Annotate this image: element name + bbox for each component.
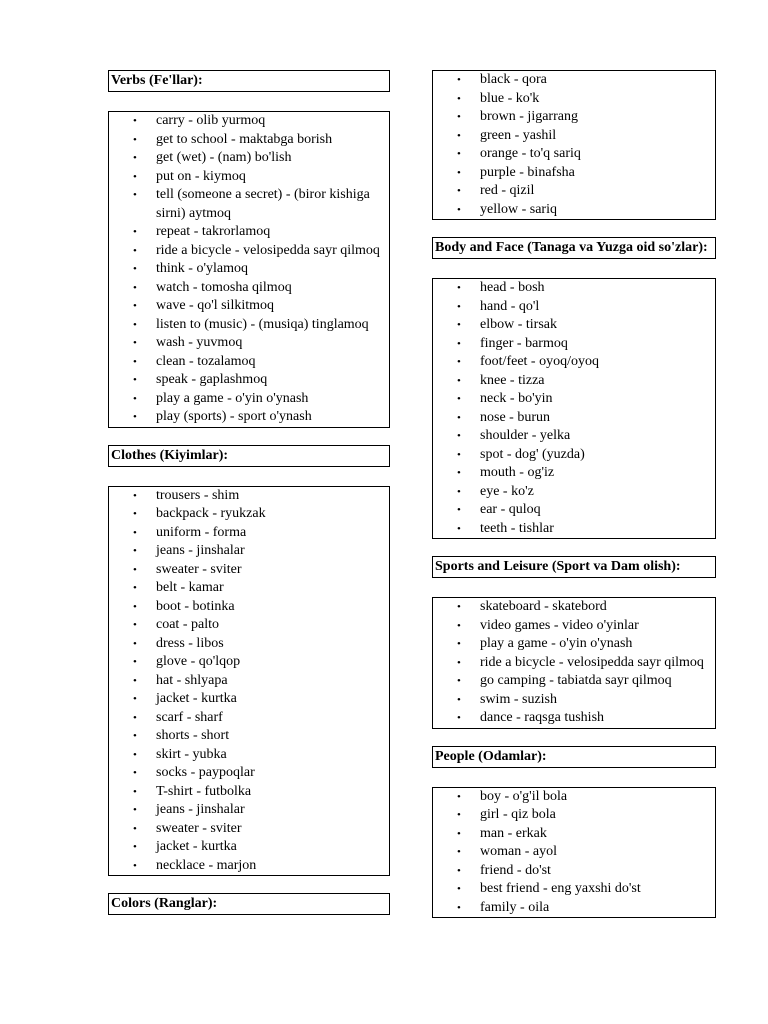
- list-item: [109, 334, 389, 353]
- bullet-icon: •: [133, 785, 137, 798]
- verbs-list: [108, 111, 390, 428]
- verbs-heading: Verbs (Fe'llar):: [108, 70, 390, 92]
- list-item: [433, 127, 715, 146]
- list-item-text: hand - qo'l: [480, 298, 540, 314]
- list-item: [109, 690, 389, 709]
- list-item-text: ride a bicycle - velosipedda sayr qilmoq: [480, 654, 704, 670]
- list-item-text: speak - gaplashmoq: [156, 372, 268, 387]
- bullet-icon: •: [457, 522, 461, 535]
- list-item-text: skateboard - skatebord: [480, 599, 607, 614]
- list-item: [109, 598, 389, 617]
- list-item-text: trousers - shim: [156, 487, 240, 503]
- bullet-icon: •: [133, 656, 137, 668]
- bullet-icon: •: [133, 318, 137, 331]
- list-item-text: scarf - sharf: [156, 709, 223, 725]
- list-item: [109, 186, 389, 223]
- list-item: [433, 71, 715, 90]
- list-item: [433, 899, 715, 918]
- list-item-text: ride a bicycle - velosipedda sayr qilmoq: [156, 242, 380, 258]
- list-item-text: skirt - yubka: [156, 746, 227, 762]
- list-item-text: teeth - tishlar: [480, 520, 554, 536]
- bullet-icon: •: [133, 189, 137, 201]
- list-item: [433, 464, 715, 483]
- bullet-icon: •: [457, 901, 461, 914]
- list-item-text: backpack - ryukzak: [156, 506, 266, 521]
- list-item: [109, 542, 389, 561]
- list-item-text: head - bosh: [480, 280, 545, 295]
- bullet-icon: •: [457, 619, 461, 632]
- list-item: [433, 372, 715, 391]
- list-item-text: play a game - o'yin o'ynash: [480, 636, 633, 651]
- list-item-text: jacket - kurtka: [156, 691, 237, 706]
- list-item: [109, 279, 389, 298]
- list-item-text: friend - do'st: [480, 862, 551, 878]
- list-item: [433, 825, 715, 844]
- bullet-icon: •: [133, 674, 137, 687]
- list-item: [433, 390, 715, 409]
- bullet-icon: •: [133, 133, 137, 146]
- list-item-text: belt - kamar: [156, 580, 224, 595]
- list-item-text: jeans - jinshalar: [156, 543, 245, 558]
- bullet-icon: •: [133, 822, 137, 835]
- list-item-text: wash - yuvmoq: [156, 335, 243, 350]
- list-item-text: yellow - sariq: [480, 201, 557, 217]
- bullet-icon: •: [457, 485, 461, 498]
- list-item-text: go camping - tabiatda sayr qilmoq: [480, 673, 672, 688]
- list-item: [109, 408, 389, 427]
- list-item: [109, 505, 389, 524]
- list-item-text: nose - burun: [480, 409, 550, 425]
- list-item-text: play (sports) - sport o'ynash: [156, 409, 312, 424]
- list-item-text: girl - qiz bola: [480, 807, 556, 822]
- list-item-text: carry - olib yurmoq: [156, 113, 266, 128]
- bullet-icon: •: [457, 203, 461, 216]
- list-item-text: socks - paypoqlar: [156, 765, 255, 780]
- bullet-icon: •: [133, 244, 137, 257]
- list-item: [109, 672, 389, 691]
- list-item-text: uniform - forma: [156, 524, 247, 540]
- sports-list: [432, 597, 716, 729]
- list-item: [109, 353, 389, 372]
- list-item-text: boy - o'g'il bola: [480, 788, 568, 804]
- list-item: [109, 561, 389, 580]
- bullet-icon: •: [133, 582, 137, 594]
- list-item-text: eye - ko'z: [480, 483, 534, 499]
- list-item: [433, 90, 715, 109]
- bullet-icon: •: [133, 600, 137, 613]
- bullet-icon: •: [457, 185, 461, 197]
- list-item-text: think - o'ylamoq: [156, 261, 248, 276]
- right-column: [432, 70, 716, 918]
- list-item-text: hat - shlyapa: [156, 672, 228, 688]
- list-item: [433, 788, 715, 807]
- bullet-icon: •: [133, 841, 137, 853]
- list-item: [433, 335, 715, 354]
- list-item-text: coat - palto: [156, 617, 219, 632]
- bullet-icon: •: [133, 526, 137, 539]
- list-item-text: get to school - maktabga borish: [156, 131, 333, 147]
- bullet-icon: •: [457, 448, 461, 461]
- bullet-icon: •: [457, 638, 461, 650]
- people-heading: People (Odamlar):: [432, 746, 716, 768]
- bullet-icon: •: [133, 619, 137, 631]
- bullet-icon: •: [133, 337, 137, 349]
- bullet-icon: •: [133, 637, 137, 650]
- list-item: [433, 617, 715, 636]
- list-item: [433, 843, 715, 862]
- list-item-text: shorts - short: [156, 728, 230, 743]
- bullet-icon: •: [457, 656, 461, 669]
- bullet-icon: •: [457, 166, 461, 179]
- list-item-text: foot/feet - oyoq/oyoq: [480, 354, 599, 369]
- list-item: [433, 520, 715, 539]
- bullet-icon: •: [133, 545, 137, 557]
- bullet-icon: •: [133, 226, 137, 238]
- bullet-icon: •: [457, 74, 461, 86]
- bullet-icon: •: [133, 489, 137, 502]
- list-item: [109, 635, 389, 654]
- list-item-text: finger - barmoq: [480, 335, 568, 351]
- bullet-icon: •: [133, 859, 137, 872]
- list-item-text: shoulder - yelka: [480, 428, 571, 443]
- list-item-text: orange - to'q sariq: [480, 146, 581, 161]
- list-item: [433, 108, 715, 127]
- bullet-icon: •: [133, 300, 137, 312]
- list-item: [433, 316, 715, 335]
- list-item: [433, 298, 715, 317]
- list-item: [109, 316, 389, 335]
- list-item-text: blue - ko'k: [480, 90, 540, 106]
- body-face-heading: Body and Face (Tanaga va Yuzga oid so'zlar):: [432, 237, 716, 259]
- bullet-icon: •: [457, 467, 461, 479]
- bullet-icon: •: [133, 563, 137, 576]
- list-item-text: get (wet) - (nam) bo'lish: [156, 150, 292, 165]
- list-item: [433, 501, 715, 520]
- list-item-text: elbow - tirsak: [480, 317, 557, 332]
- list-item: [109, 783, 389, 802]
- bullet-icon: •: [457, 319, 461, 331]
- bullet-icon: •: [133, 711, 137, 724]
- bullet-icon: •: [133, 170, 137, 183]
- list-item-text: wave - qo'l silkitmoq: [156, 298, 275, 313]
- list-item: [433, 654, 715, 673]
- list-item: [433, 483, 715, 502]
- list-item: [109, 149, 389, 168]
- list-item-text: swim - suzish: [480, 691, 557, 707]
- list-item: [109, 223, 389, 242]
- list-item-text: spot - dog' (yuzda): [480, 446, 585, 462]
- colors-heading: Colors (Ranglar):: [108, 893, 390, 915]
- list-item: [109, 371, 389, 390]
- list-item-text: play a game - o'yin o'ynash: [156, 390, 309, 406]
- list-item-text: video games - video o'yinlar: [480, 617, 639, 633]
- bullet-icon: •: [457, 148, 461, 160]
- list-item: [109, 131, 389, 150]
- bullet-icon: •: [457, 827, 461, 840]
- list-item: [433, 446, 715, 465]
- bullet-icon: •: [133, 804, 137, 816]
- list-item-text: sweater - sviter: [156, 561, 242, 577]
- list-item: [433, 279, 715, 298]
- list-item: [109, 579, 389, 598]
- bullet-icon: •: [133, 115, 137, 127]
- list-item: [109, 857, 389, 876]
- bullet-icon: •: [457, 92, 461, 105]
- list-item-text: put on - kiymoq: [156, 168, 246, 184]
- list-item: [109, 168, 389, 187]
- bullet-icon: •: [133, 392, 137, 405]
- list-item-text: man - erkak: [480, 825, 547, 841]
- bullet-icon: •: [457, 430, 461, 442]
- list-item: [109, 801, 389, 820]
- bullet-icon: •: [457, 374, 461, 387]
- bullet-icon: •: [457, 712, 461, 724]
- list-item-text: boot - botinka: [156, 598, 235, 614]
- list-item: [109, 838, 389, 857]
- list-item: [433, 672, 715, 691]
- list-item: [109, 297, 389, 316]
- list-item-text: clean - tozalamoq: [156, 353, 256, 369]
- bullet-icon: •: [457, 129, 461, 142]
- list-item: [433, 709, 715, 728]
- body-face-list: [432, 278, 716, 539]
- list-item: [433, 182, 715, 201]
- bullet-icon: •: [457, 300, 461, 313]
- list-item-text: mouth - og'iz: [480, 465, 555, 480]
- left-column: [108, 70, 390, 915]
- list-item-text: red - qizil: [480, 183, 535, 198]
- bullet-icon: •: [457, 393, 461, 405]
- list-item-text: sweater - sviter: [156, 820, 242, 836]
- list-item-text: green - yashil: [480, 127, 557, 143]
- bullet-icon: •: [133, 263, 137, 275]
- sports-heading: Sports and Leisure (Sport va Dam olish):: [432, 556, 716, 578]
- list-item: [109, 764, 389, 783]
- list-item-text: necklace - marjon: [156, 857, 257, 873]
- bullet-icon: •: [457, 883, 461, 895]
- list-item-text: family - oila: [480, 899, 550, 915]
- bullet-icon: •: [457, 356, 461, 368]
- list-item-text: jeans - jinshalar: [156, 802, 245, 817]
- list-item: [433, 145, 715, 164]
- list-item: [109, 260, 389, 279]
- list-item-text: repeat - takrorlamoq: [156, 224, 271, 239]
- list-item-text: ear - quloq: [480, 502, 541, 517]
- list-item-text: black - qora: [480, 72, 547, 87]
- bullet-icon: •: [457, 693, 461, 706]
- list-item: [433, 353, 715, 372]
- bullet-icon: •: [133, 374, 137, 386]
- list-item: [433, 862, 715, 881]
- list-item: [109, 820, 389, 839]
- bullet-icon: •: [457, 846, 461, 858]
- list-item-text: tell (someone a secret) - (biror kishiga sirni) aytmoq: [156, 187, 370, 221]
- list-item: [109, 653, 389, 672]
- list-item-text: glove - qo'lqop: [156, 654, 241, 669]
- people-list: [432, 787, 716, 919]
- list-item: [109, 390, 389, 409]
- clothes-heading: Clothes (Kiyimlar):: [108, 445, 390, 467]
- bullet-icon: •: [133, 693, 137, 705]
- bullet-icon: •: [457, 504, 461, 516]
- list-item-text: woman - ayol: [480, 844, 557, 859]
- list-item: [109, 616, 389, 635]
- list-item-text: knee - tizza: [480, 372, 545, 388]
- bullet-icon: •: [457, 601, 461, 613]
- list-item-text: brown - jigarrang: [480, 109, 578, 124]
- bullet-icon: •: [133, 411, 137, 423]
- list-item: [109, 524, 389, 543]
- bullet-icon: •: [457, 790, 461, 803]
- list-item: [433, 409, 715, 428]
- list-item: [109, 242, 389, 261]
- list-item: [109, 727, 389, 746]
- colors-list: [432, 70, 716, 220]
- clothes-list: [108, 486, 390, 877]
- list-item: [433, 598, 715, 617]
- list-item-text: jacket - kurtka: [156, 839, 237, 854]
- bullet-icon: •: [133, 730, 137, 742]
- bullet-icon: •: [133, 748, 137, 761]
- list-item-text: watch - tomosha qilmoq: [156, 279, 292, 295]
- list-item: [109, 709, 389, 728]
- bullet-icon: •: [457, 675, 461, 687]
- bullet-icon: •: [457, 809, 461, 821]
- list-item: [109, 487, 389, 506]
- bullet-icon: •: [457, 282, 461, 294]
- bullet-icon: •: [133, 508, 137, 520]
- list-item: [433, 201, 715, 220]
- list-item: [109, 112, 389, 131]
- bullet-icon: •: [133, 281, 137, 294]
- list-item-text: listen to (music) - (musiqa) tinglamoq: [156, 316, 369, 332]
- list-item-text: purple - binafsha: [480, 164, 575, 180]
- list-item: [433, 806, 715, 825]
- bullet-icon: •: [133, 152, 137, 164]
- list-item: [433, 427, 715, 446]
- list-item: [433, 880, 715, 899]
- bullet-icon: •: [133, 355, 137, 368]
- list-item-text: best friend - eng yaxshi do'st: [480, 881, 641, 896]
- list-item: [433, 635, 715, 654]
- bullet-icon: •: [133, 767, 137, 779]
- bullet-icon: •: [457, 337, 461, 350]
- list-item-text: neck - bo'yin: [480, 391, 553, 406]
- list-item: [109, 746, 389, 765]
- list-item: [433, 164, 715, 183]
- list-item: [433, 691, 715, 710]
- list-item-text: T-shirt - futbolka: [156, 783, 252, 799]
- bullet-icon: •: [457, 411, 461, 424]
- list-item-text: dress - libos: [156, 635, 224, 651]
- bullet-icon: •: [457, 111, 461, 123]
- list-item-text: dance - raqsga tushish: [480, 710, 605, 725]
- bullet-icon: •: [457, 864, 461, 877]
